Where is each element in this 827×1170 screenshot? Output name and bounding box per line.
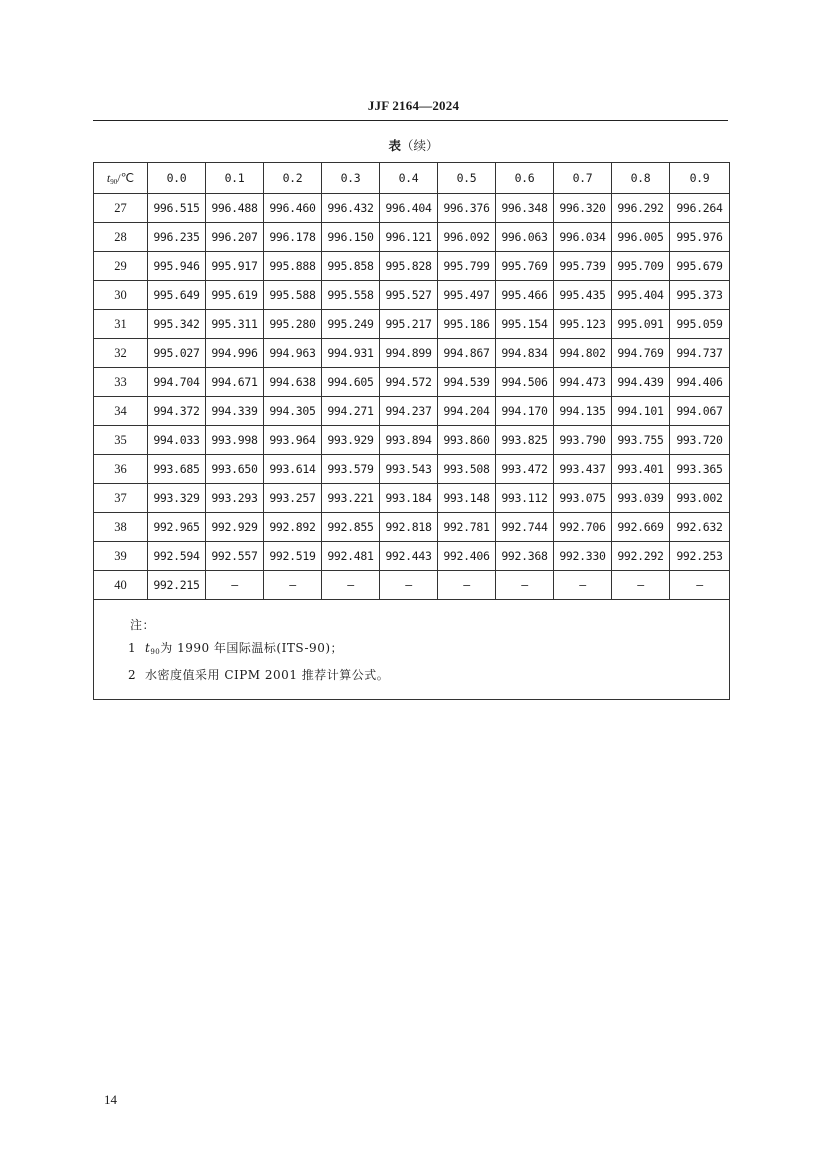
density-cell: 993.039 bbox=[612, 484, 670, 513]
temperature-header bbox=[94, 163, 148, 194]
density-cell: 992.781 bbox=[438, 513, 496, 542]
density-cell: 996.376 bbox=[438, 194, 496, 223]
density-cell: 995.027 bbox=[148, 339, 206, 368]
density-cell: 993.964 bbox=[264, 426, 322, 455]
table-caption-label: 表 bbox=[388, 138, 401, 153]
density-cell: 994.237 bbox=[380, 397, 438, 426]
density-cell: 995.588 bbox=[264, 281, 322, 310]
table-notes bbox=[94, 600, 730, 700]
density-cell: 994.271 bbox=[322, 397, 380, 426]
density-cell: 996.404 bbox=[380, 194, 438, 223]
temperature-unit: /℃ bbox=[117, 170, 135, 185]
density-cell: 993.472 bbox=[496, 455, 554, 484]
density-cell: 992.330 bbox=[554, 542, 612, 571]
table-row bbox=[94, 571, 730, 600]
density-cell: 992.481 bbox=[322, 542, 380, 571]
density-cell: 995.154 bbox=[496, 310, 554, 339]
temperature-cell: 33 bbox=[94, 368, 148, 397]
column-header: 0.7 bbox=[554, 163, 612, 194]
density-cell: 996.121 bbox=[380, 223, 438, 252]
density-cell: 992.443 bbox=[380, 542, 438, 571]
density-cell: 995.769 bbox=[496, 252, 554, 281]
column-header: 0.4 bbox=[380, 163, 438, 194]
density-cell: 994.305 bbox=[264, 397, 322, 426]
density-cell: 994.704 bbox=[148, 368, 206, 397]
density-cell: 996.178 bbox=[264, 223, 322, 252]
density-cell: 992.632 bbox=[670, 513, 730, 542]
density-cell: 995.828 bbox=[380, 252, 438, 281]
density-cell: 996.235 bbox=[148, 223, 206, 252]
note-subscript: 90 bbox=[150, 648, 161, 656]
note-item bbox=[130, 664, 729, 687]
temperature-cell: 28 bbox=[94, 223, 148, 252]
table-body bbox=[94, 194, 730, 600]
density-cell: 996.034 bbox=[554, 223, 612, 252]
density-cell: 995.435 bbox=[554, 281, 612, 310]
density-cell: 993.860 bbox=[438, 426, 496, 455]
density-cell: 992.292 bbox=[612, 542, 670, 571]
density-cell: 996.292 bbox=[612, 194, 670, 223]
density-cell: 995.342 bbox=[148, 310, 206, 339]
density-cell: 992.215 bbox=[148, 571, 206, 600]
header-divider bbox=[93, 120, 728, 121]
density-cell: 992.892 bbox=[264, 513, 322, 542]
density-cell: 995.404 bbox=[612, 281, 670, 310]
density-cell: 993.002 bbox=[670, 484, 730, 513]
column-header: 0.1 bbox=[206, 163, 264, 194]
density-cell: 993.543 bbox=[380, 455, 438, 484]
density-cell: 995.091 bbox=[612, 310, 670, 339]
density-cell: 993.685 bbox=[148, 455, 206, 484]
note-number: 1 bbox=[128, 641, 137, 655]
density-cell: 993.650 bbox=[206, 455, 264, 484]
density-cell: 995.976 bbox=[670, 223, 730, 252]
density-cell: 995.888 bbox=[264, 252, 322, 281]
density-cell: 994.372 bbox=[148, 397, 206, 426]
density-cell: 994.204 bbox=[438, 397, 496, 426]
density-cell: 995.709 bbox=[612, 252, 670, 281]
density-cell: — bbox=[264, 571, 322, 600]
table-row bbox=[94, 223, 730, 252]
column-header: 0.2 bbox=[264, 163, 322, 194]
temperature-cell: 32 bbox=[94, 339, 148, 368]
density-cell: — bbox=[670, 571, 730, 600]
density-cell: 995.186 bbox=[438, 310, 496, 339]
table-caption-continued: （续） bbox=[401, 138, 439, 153]
table-row bbox=[94, 426, 730, 455]
density-cell: 995.649 bbox=[148, 281, 206, 310]
density-cell: — bbox=[554, 571, 612, 600]
density-cell: 996.460 bbox=[264, 194, 322, 223]
density-cell: 993.614 bbox=[264, 455, 322, 484]
table-caption bbox=[0, 136, 827, 154]
note-symbol: t bbox=[145, 641, 151, 655]
density-cell: 995.497 bbox=[438, 281, 496, 310]
density-cell: 993.894 bbox=[380, 426, 438, 455]
density-cell: — bbox=[322, 571, 380, 600]
note-item bbox=[130, 637, 729, 664]
temperature-subscript: 90 bbox=[110, 177, 118, 186]
column-header: 0.6 bbox=[496, 163, 554, 194]
density-cell: 993.257 bbox=[264, 484, 322, 513]
density-cell: 992.519 bbox=[264, 542, 322, 571]
density-cell: 992.706 bbox=[554, 513, 612, 542]
density-cell: 992.818 bbox=[380, 513, 438, 542]
density-cell: 992.744 bbox=[496, 513, 554, 542]
temperature-cell: 34 bbox=[94, 397, 148, 426]
temperature-cell: 39 bbox=[94, 542, 148, 571]
temperature-cell: 40 bbox=[94, 571, 148, 600]
column-header: 0.5 bbox=[438, 163, 496, 194]
density-cell: 995.946 bbox=[148, 252, 206, 281]
density-cell: 993.508 bbox=[438, 455, 496, 484]
table-row bbox=[94, 484, 730, 513]
density-cell: 993.075 bbox=[554, 484, 612, 513]
density-cell: 992.253 bbox=[670, 542, 730, 571]
density-cell: 994.135 bbox=[554, 397, 612, 426]
column-header: 0.9 bbox=[670, 163, 730, 194]
density-cell: 994.539 bbox=[438, 368, 496, 397]
notes-title: 注： bbox=[130, 618, 156, 632]
density-cell: 996.432 bbox=[322, 194, 380, 223]
density-cell: — bbox=[438, 571, 496, 600]
density-cell: 994.963 bbox=[264, 339, 322, 368]
density-cell: 994.101 bbox=[612, 397, 670, 426]
density-cell: 993.755 bbox=[612, 426, 670, 455]
density-cell: 994.996 bbox=[206, 339, 264, 368]
density-cell: 996.348 bbox=[496, 194, 554, 223]
density-cell: 995.311 bbox=[206, 310, 264, 339]
table-row bbox=[94, 368, 730, 397]
document-header-code: JJF 2164—2024 bbox=[367, 98, 460, 113]
density-cell: 994.170 bbox=[496, 397, 554, 426]
density-cell: 995.558 bbox=[322, 281, 380, 310]
density-cell: 995.917 bbox=[206, 252, 264, 281]
table-row bbox=[94, 252, 730, 281]
density-cell: 994.406 bbox=[670, 368, 730, 397]
density-cell: 995.249 bbox=[322, 310, 380, 339]
density-cell: 995.373 bbox=[670, 281, 730, 310]
note-text: 水密度值采用 CIPM 2001 推荐计算公式。 bbox=[145, 668, 390, 682]
density-cell: 995.466 bbox=[496, 281, 554, 310]
density-cell: 993.329 bbox=[148, 484, 206, 513]
density-cell: 995.280 bbox=[264, 310, 322, 339]
density-cell: 993.720 bbox=[670, 426, 730, 455]
density-cell: 996.150 bbox=[322, 223, 380, 252]
density-cell: 993.579 bbox=[322, 455, 380, 484]
column-header: 0.3 bbox=[322, 163, 380, 194]
temperature-cell: 30 bbox=[94, 281, 148, 310]
water-density-table bbox=[93, 162, 730, 700]
density-cell: 996.005 bbox=[612, 223, 670, 252]
note-text: 为 1990 年国际温标(ITS-90)； bbox=[160, 641, 344, 655]
density-cell: 993.112 bbox=[496, 484, 554, 513]
density-cell: 995.619 bbox=[206, 281, 264, 310]
density-cell: 992.406 bbox=[438, 542, 496, 571]
density-cell: 995.527 bbox=[380, 281, 438, 310]
table-row bbox=[94, 397, 730, 426]
density-cell: 993.401 bbox=[612, 455, 670, 484]
density-cell: 994.899 bbox=[380, 339, 438, 368]
density-cell: 992.929 bbox=[206, 513, 264, 542]
density-cell: 994.737 bbox=[670, 339, 730, 368]
density-cell: 996.063 bbox=[496, 223, 554, 252]
density-cell: 994.572 bbox=[380, 368, 438, 397]
density-cell: 992.855 bbox=[322, 513, 380, 542]
density-cell: 994.867 bbox=[438, 339, 496, 368]
density-cell: 995.217 bbox=[380, 310, 438, 339]
density-cell: 993.184 bbox=[380, 484, 438, 513]
density-cell: 996.207 bbox=[206, 223, 264, 252]
table-row bbox=[94, 339, 730, 368]
column-header: 0.0 bbox=[148, 163, 206, 194]
table-header-row bbox=[94, 163, 730, 194]
temperature-cell: 27 bbox=[94, 194, 148, 223]
density-cell: 996.515 bbox=[148, 194, 206, 223]
density-cell: 994.033 bbox=[148, 426, 206, 455]
density-cell: 994.802 bbox=[554, 339, 612, 368]
table-row bbox=[94, 194, 730, 223]
density-cell: 992.965 bbox=[148, 513, 206, 542]
density-cell: — bbox=[612, 571, 670, 600]
density-cell: 996.092 bbox=[438, 223, 496, 252]
density-cell: 996.320 bbox=[554, 194, 612, 223]
density-cell: 992.557 bbox=[206, 542, 264, 571]
temperature-symbol: t bbox=[106, 170, 111, 185]
table-row bbox=[94, 542, 730, 571]
density-cell: 994.439 bbox=[612, 368, 670, 397]
density-cell: 994.931 bbox=[322, 339, 380, 368]
density-cell: 995.799 bbox=[438, 252, 496, 281]
density-cell: 994.769 bbox=[612, 339, 670, 368]
table-row bbox=[94, 513, 730, 542]
density-cell: 994.473 bbox=[554, 368, 612, 397]
density-cell: 993.148 bbox=[438, 484, 496, 513]
temperature-cell: 35 bbox=[94, 426, 148, 455]
table-notes-row bbox=[94, 600, 730, 700]
temperature-cell: 29 bbox=[94, 252, 148, 281]
density-cell: 993.825 bbox=[496, 426, 554, 455]
density-cell: 992.594 bbox=[148, 542, 206, 571]
density-cell: 994.339 bbox=[206, 397, 264, 426]
density-cell: 994.834 bbox=[496, 339, 554, 368]
temperature-cell: 37 bbox=[94, 484, 148, 513]
density-cell: 993.221 bbox=[322, 484, 380, 513]
density-cell: 992.368 bbox=[496, 542, 554, 571]
temperature-cell: 31 bbox=[94, 310, 148, 339]
density-cell: 993.929 bbox=[322, 426, 380, 455]
density-cell: 994.671 bbox=[206, 368, 264, 397]
density-cell: 992.669 bbox=[612, 513, 670, 542]
density-cell: 993.790 bbox=[554, 426, 612, 455]
density-cell: 995.123 bbox=[554, 310, 612, 339]
density-cell: — bbox=[496, 571, 554, 600]
table-row bbox=[94, 281, 730, 310]
density-cell: 994.506 bbox=[496, 368, 554, 397]
page-number: 14 bbox=[104, 1092, 117, 1107]
density-cell: 996.264 bbox=[670, 194, 730, 223]
density-cell: 995.679 bbox=[670, 252, 730, 281]
temperature-cell: 38 bbox=[94, 513, 148, 542]
density-cell: 994.605 bbox=[322, 368, 380, 397]
density-cell: 993.293 bbox=[206, 484, 264, 513]
density-cell: 993.437 bbox=[554, 455, 612, 484]
density-cell: 994.067 bbox=[670, 397, 730, 426]
column-header: 0.8 bbox=[612, 163, 670, 194]
density-cell: 993.998 bbox=[206, 426, 264, 455]
note-number: 2 bbox=[128, 668, 137, 682]
density-cell: 994.638 bbox=[264, 368, 322, 397]
temperature-cell: 36 bbox=[94, 455, 148, 484]
table-row bbox=[94, 310, 730, 339]
density-cell: 995.858 bbox=[322, 252, 380, 281]
table-row bbox=[94, 455, 730, 484]
density-cell: 995.059 bbox=[670, 310, 730, 339]
density-cell: — bbox=[206, 571, 264, 600]
density-cell: 996.488 bbox=[206, 194, 264, 223]
density-cell: 995.739 bbox=[554, 252, 612, 281]
density-cell: 993.365 bbox=[670, 455, 730, 484]
density-cell: — bbox=[380, 571, 438, 600]
